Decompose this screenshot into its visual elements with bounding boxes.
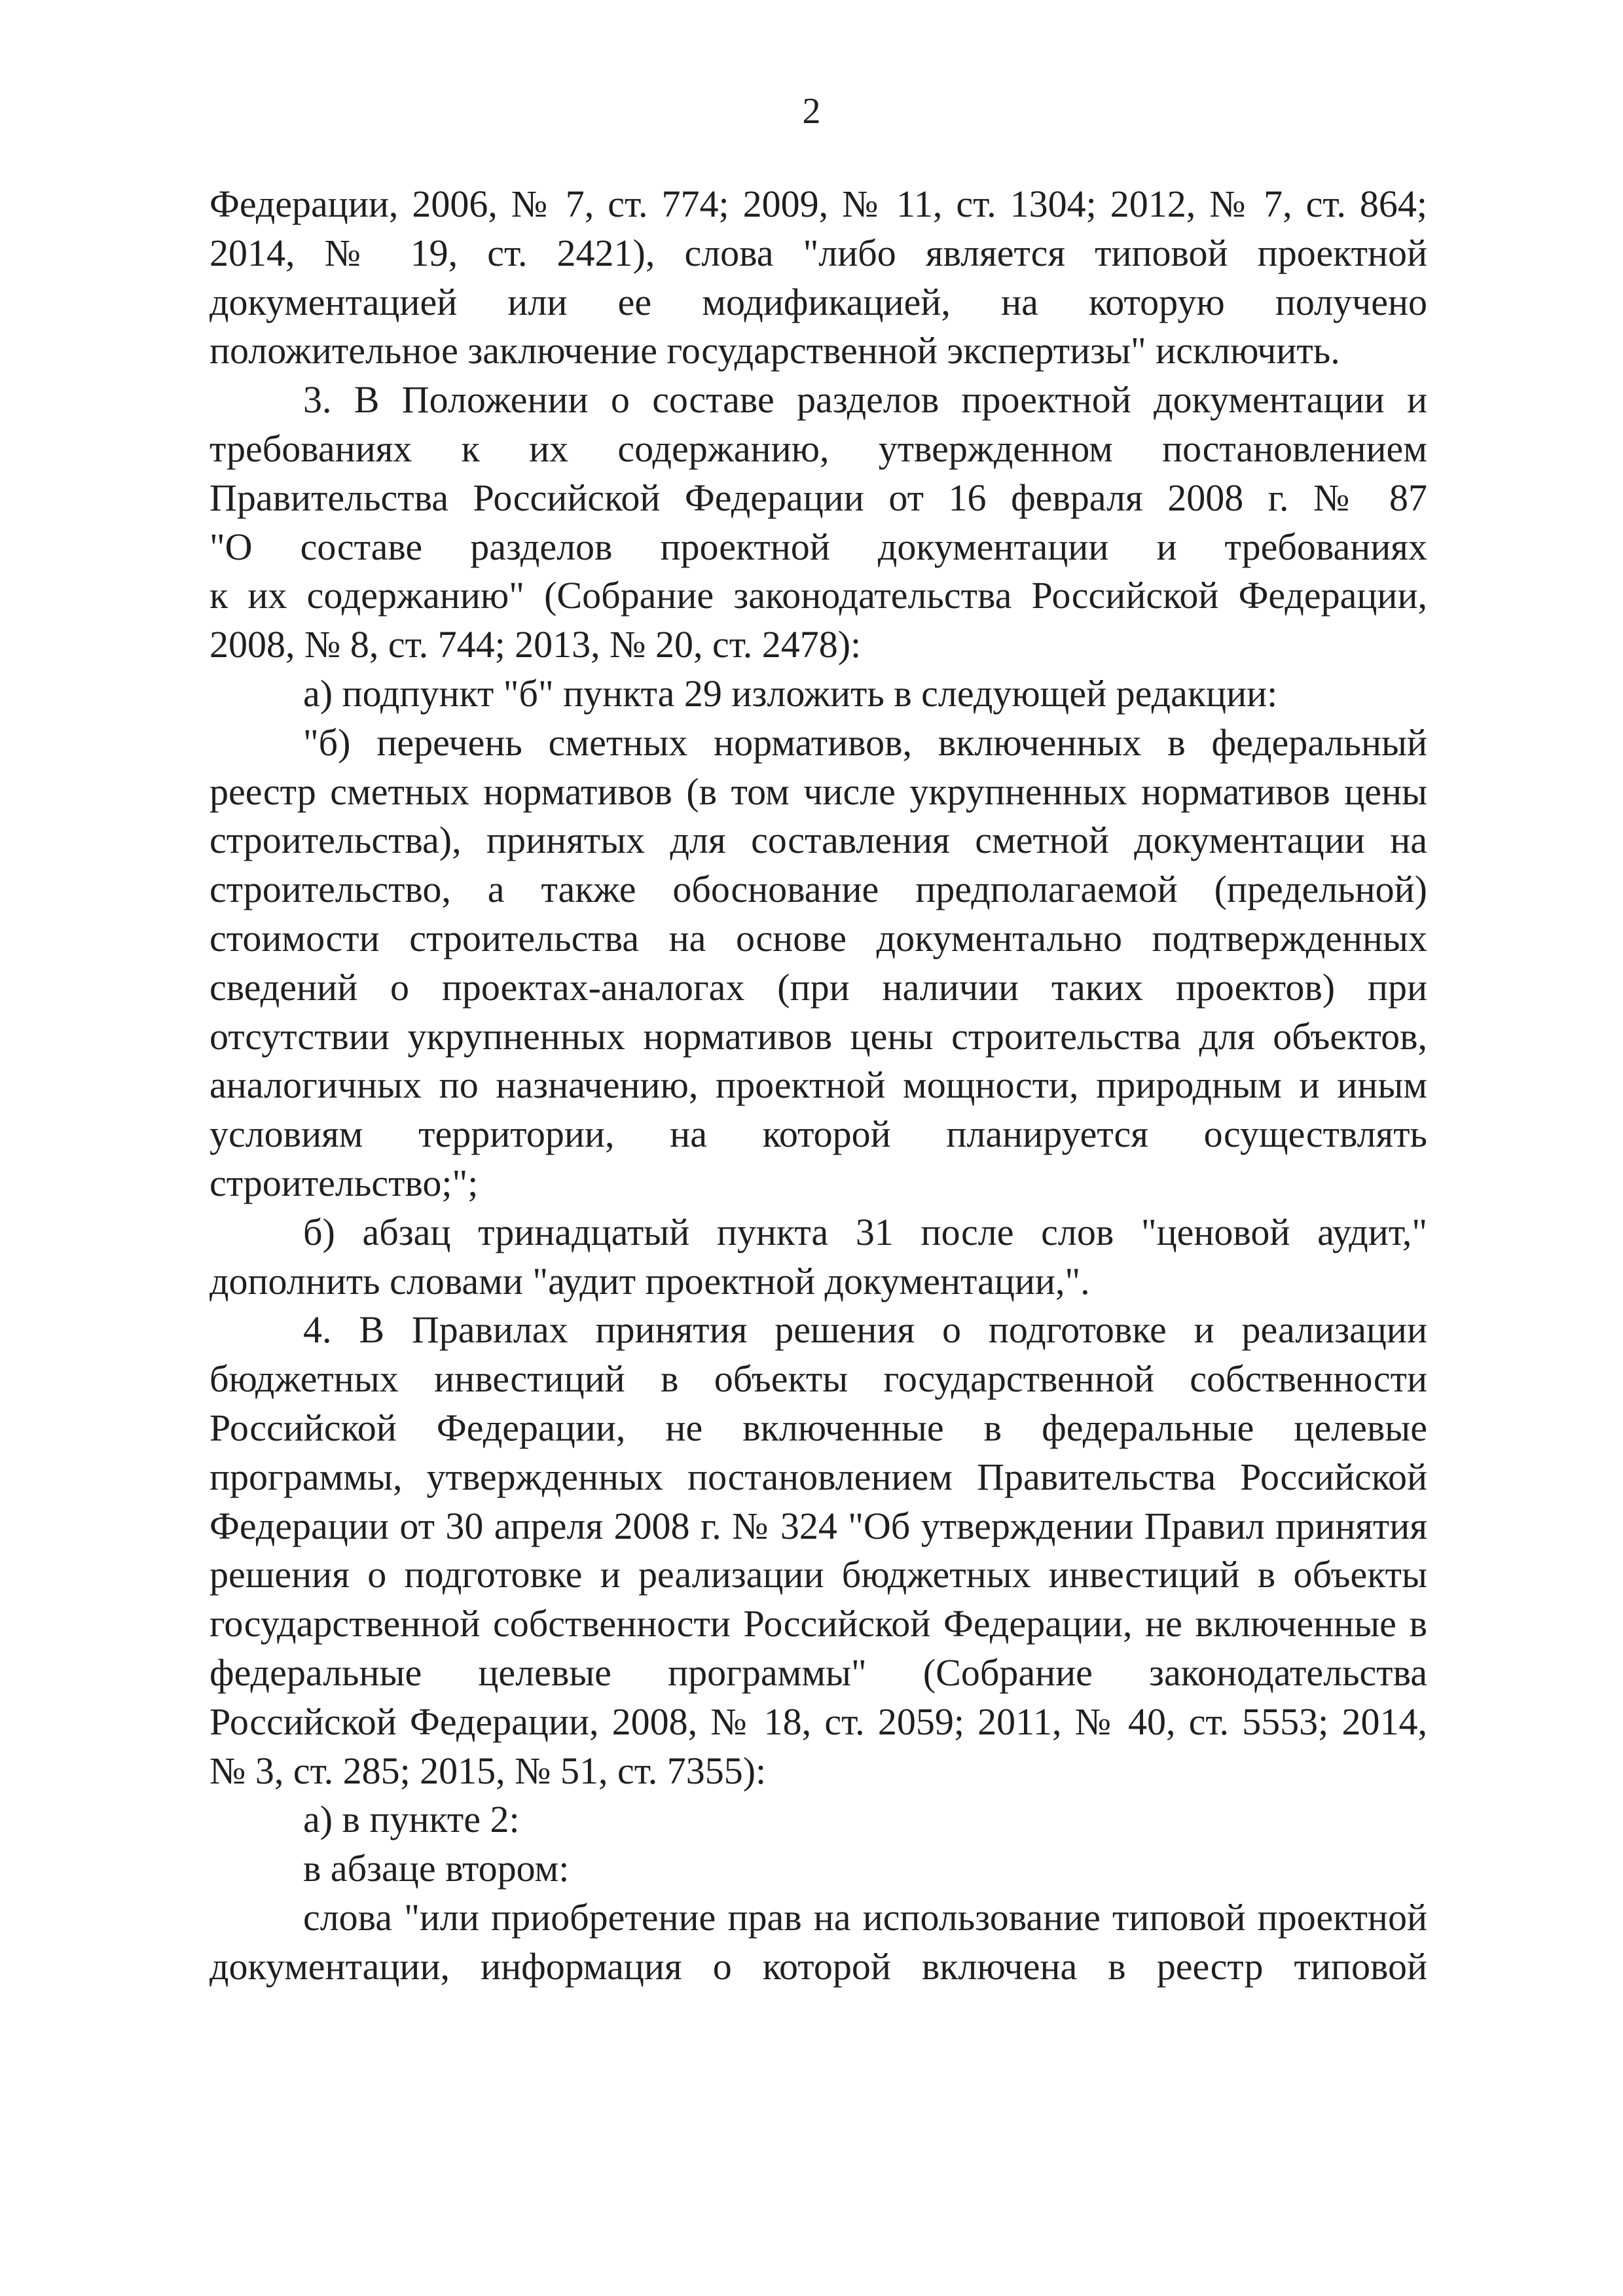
text-line: федеральные целевые программы" (Собрание законодательства <box>210 1651 1427 1694</box>
text-line: Российской Федерации, 2008, № 18, ст. 2059; 2011, № 40, ст. 5553; 2014, <box>210 1700 1427 1743</box>
paragraph-start-line: б) абзац тринадцатый пункта 31 после слов "ценовой аудит," <box>303 1210 1427 1253</box>
paragraph-start-line: 4. В Правилах принятия решения о подготовке и реализации <box>303 1308 1427 1352</box>
text-line: дополнить словами "аудит проектной документации,". <box>210 1259 1090 1302</box>
text-line: отсутствии укрупненных нормативов цены строительства для объектов, <box>210 1014 1427 1058</box>
text-line: № 3, ст. 285; 2015, № 51, ст. 7355): <box>210 1749 767 1792</box>
text-line: строительство;"; <box>210 1161 479 1204</box>
paragraph-start-line: а) в пункте 2: <box>303 1798 520 1841</box>
text-line: требованиях к их содержанию, утвержденном постановлением <box>210 427 1427 470</box>
document-body <box>210 180 1427 1991</box>
text-line: 2008, № 8, ст. 744; 2013, № 20, ст. 2478): <box>210 623 862 666</box>
text-line: 2014, № 19, ст. 2421), слова "либо является типовой проектной <box>210 231 1427 274</box>
text-line: к их содержанию" (Собрание законодательства Российской Федерации, <box>210 574 1427 617</box>
text-line: бюджетных инвестиций в объекты государственной собственности <box>210 1357 1427 1401</box>
text-line: строительство, а также обоснование предполагаемой (предельной) <box>210 868 1427 911</box>
text-line: положительное заключение государственной экспертизы" исключить. <box>210 329 1340 372</box>
paragraph-start-line: слова "или приобретение прав на использование типовой проектной <box>303 1895 1427 1939</box>
paragraph-start-line: "б) перечень сметных нормативов, включенных в федеральный <box>303 721 1427 764</box>
text-line: решения о подготовке и реализации бюджетных инвестиций в объекты <box>210 1553 1427 1596</box>
paragraph-start-line: а) подпункт "б" пункта 29 изложить в следующей редакции: <box>303 672 1278 715</box>
text-line: Федерации, 2006, № 7, ст. 774; 2009, № 11, ст. 1304; 2012, № 7, ст. 864; <box>210 183 1427 225</box>
text-line: "О составе разделов проектной документации и требованиях <box>210 525 1427 568</box>
text-line: сведений о проектах-аналогах (при наличии таких проектов) при <box>210 965 1427 1009</box>
paragraph-start-line: в абзаце втором: <box>303 1847 570 1890</box>
page-number: 2 <box>802 91 821 132</box>
text-line: Правительства Российской Федерации от 16 февраля 2008 г. № 87 <box>210 476 1427 519</box>
text-line: Российской Федерации, не включенные в федеральные целевые <box>210 1406 1427 1449</box>
text-line: реестр сметных нормативов (в том числе укрупненных нормативов цены <box>210 770 1427 813</box>
text-line: государственной собственности Российской Федерации, не включенные в <box>210 1602 1427 1645</box>
text-line: строительства), принятых для составления сметной документации на <box>210 819 1427 862</box>
text-line: стоимости строительства на основе документально подтвержденных <box>210 916 1427 960</box>
text-line: программы, утвержденных постановлением Правительства Российской <box>210 1455 1427 1498</box>
text-line: аналогичных по назначению, проектной мощности, природным и иным <box>210 1064 1427 1107</box>
text-line: документацией или ее модификацией, на которую получено <box>210 280 1427 323</box>
paragraph-start-line: 3. В Положении о составе разделов проектной документации и <box>303 378 1427 422</box>
text-line: условиям территории, на которой планируется осуществлять <box>210 1113 1427 1156</box>
text-line: документации, информация о которой включена в реестр типовой <box>210 1945 1427 1988</box>
text-line: Федерации от 30 апреля 2008 г. № 324 "Об утверждении Правил принятия <box>210 1504 1427 1547</box>
